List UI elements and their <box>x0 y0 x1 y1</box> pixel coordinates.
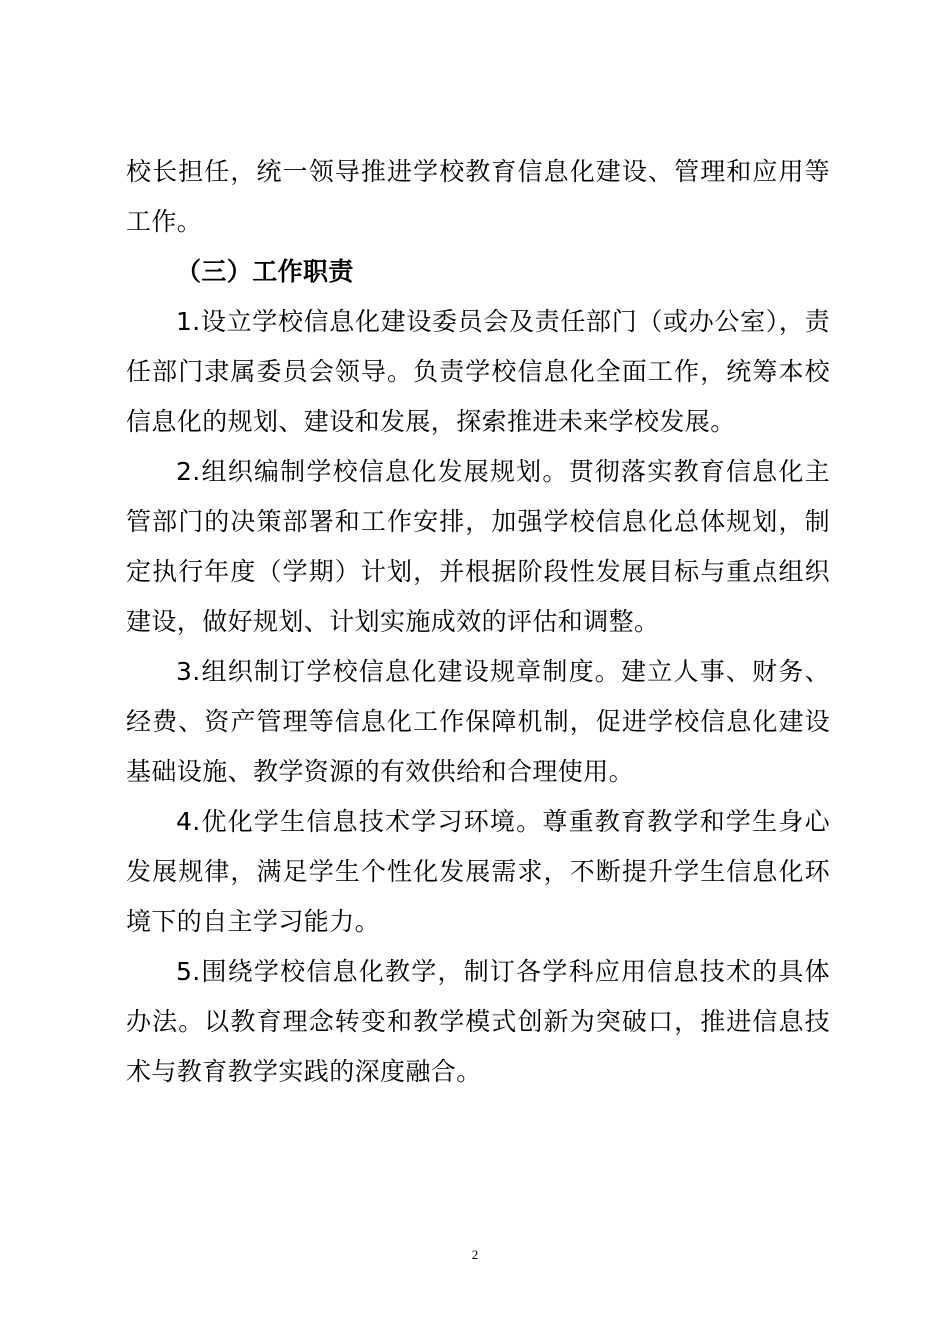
paragraph-continuation: 校长担任，统一领导推进学校教育信息化建设、管理和应用等工作。 <box>126 157 830 236</box>
section-heading-work-duties: （三）工作职责 <box>176 257 354 286</box>
paragraph-duty-2: 2.组织编制学校信息化发展规划。贯彻落实教育信息化主管部门的决策部署和工作安排，加强学校信息化总体规划，制定执行年度（学期）计划，并根据阶段性发展目标与重点组织建设，做好规划、计划实施成效的评估和调整。 <box>126 457 830 636</box>
paragraph-duty-1: 1.设立学校信息化建设委员会及责任部门（或办公室），责任部门隶属委员会领导。负责学校信息化全面工作，统筹本校信息化的规划、建设和发展，探索推进未来学校发展。 <box>126 307 830 436</box>
paragraph-duty-5: 5.围绕学校信息化教学，制订各学科应用信息技术的具体办法。以教育理念转变和教学模式创新为突破口，推进信息技术与教育教学实践的深度融合。 <box>126 957 830 1086</box>
document-body <box>126 147 830 1097</box>
paragraph-duty-4: 4.优化学生信息技术学习环境。尊重教育教学和学生身心发展规律，满足学生个性化发展需求，不断提升学生信息化环境下的自主学习能力。 <box>126 807 830 936</box>
page-number: 2 <box>471 1247 479 1262</box>
paragraph-duty-3: 3.组织制订学校信息化建设规章制度。建立人事、财务、经费、资产管理等信息化工作保障机制，促进学校信息化建设基础设施、教学资源的有效供给和合理使用。 <box>126 657 830 786</box>
